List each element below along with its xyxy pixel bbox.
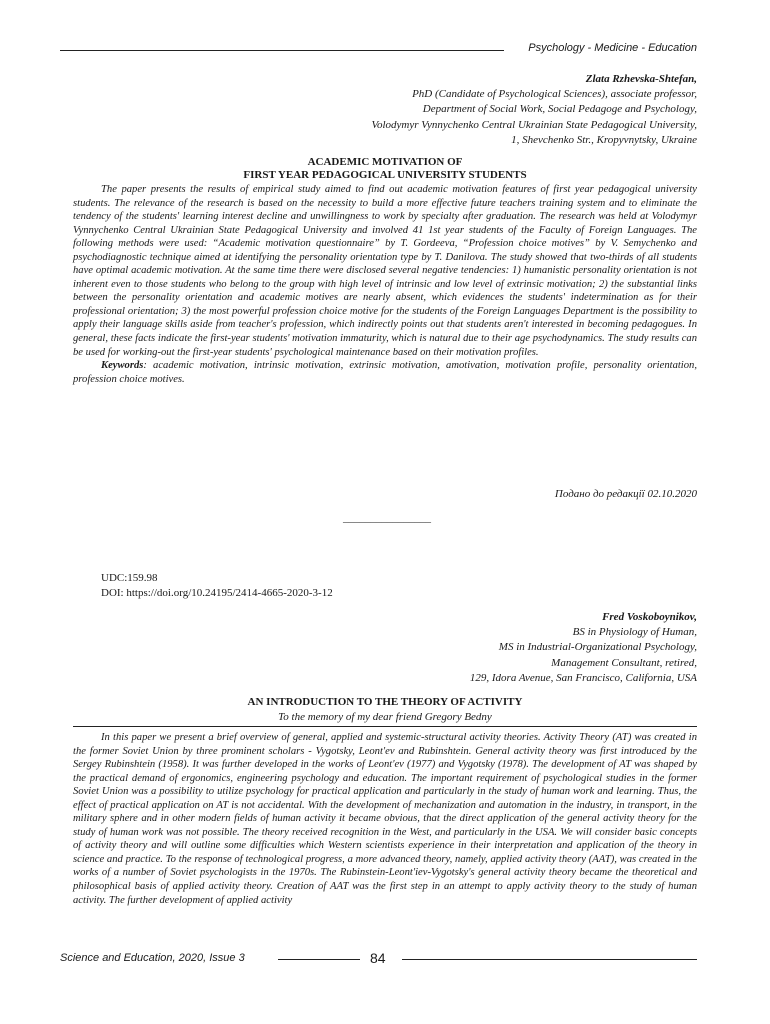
author-block-1 [371,72,697,148]
footer-journal: Science and Education, 2020, Issue 3 [60,952,245,964]
running-header [60,42,697,58]
affiliation-line: BS in Physiology of Human, [572,626,697,639]
dedication: To the memory of my dear friend Gregory Bedny [278,711,492,723]
title-rule [73,726,697,727]
affiliation-line: PhD (Candidate of Psychological Sciences), associate professor, [412,88,697,101]
footer-rule-left [278,959,360,960]
journal-section-title: Psychology - Medicine - Education [528,42,697,54]
article-title-2: AN INTRODUCTION TO THE THEORY OF ACTIVITY [247,696,523,708]
page-footer [60,950,697,968]
affiliation-line: MS in Industrial-Organizational Psychology, [498,641,697,654]
author-name: Fred Voskoboynikov, [602,611,697,623]
footer-rule-right [402,959,697,960]
keywords-text: : academic motivation, intrinsic motivation, extrinsic motivation, amotivation, motivation profile, personality orientation, profession choice motives. [73,360,697,385]
affiliation-line: 129, Idora Avenue, San Francisco, California, USA [469,671,697,684]
article-body-2 [73,731,697,907]
header-rule [60,50,504,51]
doi: DOI: https://doi.org/10.24195/2414-4665-2020-3-12 [101,586,333,599]
article-title-1 [73,156,697,182]
abstract-text: The paper presents the results of empirical study aimed to find out academic motivation features of first year pedagogical university students. The relevance of the research is based on the necessity to build a more effective future teachers training system and to eliminate the tendency of the students' learning interest decline and unwillingness to work by specialty after graduation. The research was held at Volodymyr Vynnychenko Central Ukrainian State Pedagogical University and involved 41 1st year students of the Faculty of Foreign Languages. The following methods were used: “Academic motivation questionnaire” by T. Gordeeva, “Profession choice motives” by V. Semychenko and psychodiagnostic technique aimed at identifying the personality orientation type by T. Danilova. The study showed that two-thirds of all students have optimal academic motivation. At the same time there were disclosed several negative tendencies: 1) humanistic personality orientation is not inherent even to those students who belong to the group with high level of intrinsic and low level of extrinsic motivation; 2) the substantial links between the personality orientation and academic motives are nearly absent, which evidences the students' indetermination as for their professional orientation; 3) the most powerful profession choice motive for the students of the Foreign Languages Department is the possibility to apply their language skills aside from teacher's profession, which indirectly points out that students aren't interested in becoming pedagogues. In general, these facts indicate the first-year students' motivation immaturity, which is natural due to their age psychodynamics. The study results can be used for working-out the first-year students' psychological maintenance based on their motivation profiles. [73,184,697,358]
title-line: ACADEMIC MOTIVATION OF [307,156,463,168]
author-block-2 [470,610,697,686]
article-separator: ________________ [343,512,431,524]
author-name: Zlata Rzhevska-Shtefan, [585,73,697,85]
affiliation-line: Volodymyr Vynnychenko Central Ukrainian State Pedagogical University, [371,118,697,131]
udc-code: UDC:159.98 [101,572,158,584]
page-number: 84 [370,950,386,966]
title-line: FIRST YEAR PEDAGOGICAL UNIVERSITY STUDENTS [243,169,527,181]
abstract-1 [73,183,697,386]
submission-date: Подано до редакції 02.10.2020 [554,488,697,500]
affiliation-line: 1, Shevchenko Str., Kropyvnytsky, Ukraine [511,133,697,146]
keywords-label: Keywords [101,360,144,372]
affiliation-line: Management Consultant, retired, [551,656,697,669]
article-meta [101,571,333,600]
body-paragraph: In this paper we present a brief overview of general, applied and systemic-structural activity theories. Activity Theory (AT) was created in the former Soviet Union by three prominent scholars - Vygotsky, Leont'ev and Rubinshtein. General activity theory was first introduced by the Sergey Rubinshtein (1958). It was further developed in the works of Leont'ev (1977) and Vygotsky (1978). The development of AT was shaped by the practical demand of ergonomics, engineering psychology and education. The important requirement of psychological studies in the former Soviet Union was a possibility to utilize psychology for practical application and particularly in the study of human work and learning. Thus, the effect of practical application on AT is not accidental. With the development of mechanization and automation in the industry, in transport, in the military sphere and in other modern fields of human activity it became obvious, that the direct application of the general activity theory for the study of human work was not possible. The theory received recognition in the West, and particularly in the USA. We will consider basic concepts of activity theory and will outline some difficulties which Western scientists experience in their interpretation and application of the theory in science and practice. To the response of technological progress, a more advanced theory, namely, applied activity theory (AAT), was created in the works of a number of Soviet psychologists in the 1970s. The Rubinstein-Leont'iev-Vygotsky's general activity theory became the theoretical and philosophical basis of applied activity theory. Creation of AAT was the first step in an attempt to apply activity theory to the study of human activity. The further development of applied activity [73,732,697,906]
keywords [73,359,697,386]
affiliation-line: Department of Social Work, Social Pedagoge and Psychology, [422,103,697,116]
